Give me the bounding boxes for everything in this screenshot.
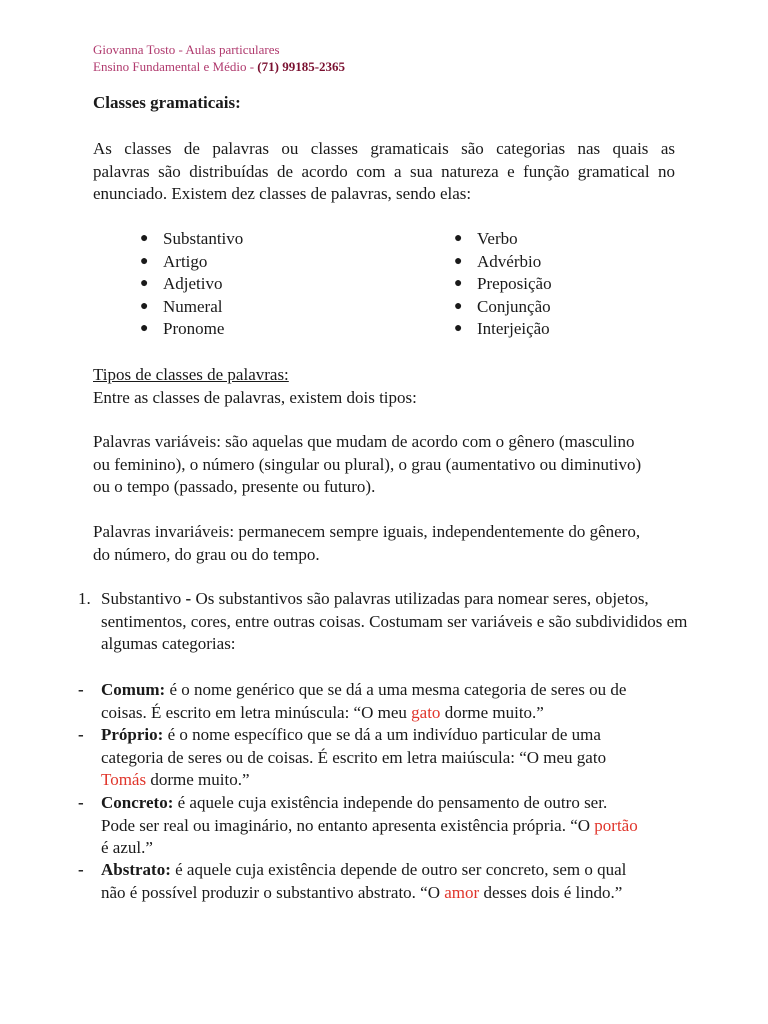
- variable-words-paragraph: Palavras variáveis: são aquelas que mudam de acordo com o gênero (masculino ou feminino), o número (singular ou plural), o grau (aumentativo ou diminutivo) ou o tempo (passado, presente ou futuro).: [93, 432, 642, 496]
- bullet-icon: ●: [454, 298, 463, 314]
- classes-list-left: [140, 228, 244, 341]
- term: Comum:: [101, 680, 166, 699]
- list-item: ● Numeral: [163, 296, 243, 319]
- list-item: ● Adjetivo: [163, 273, 243, 296]
- list-item: ● Interjeição: [477, 318, 552, 341]
- list-item: ● Artigo: [163, 251, 243, 274]
- page-title: Classes gramaticais:: [93, 93, 241, 112]
- page-header: [93, 41, 345, 75]
- list-item: ● Conjunção: [477, 296, 552, 319]
- classes-list-right: [454, 228, 552, 341]
- bullet-icon: ●: [140, 321, 149, 336]
- header-phone: (71) 99185-2365: [257, 59, 346, 74]
- section-title-types: Tipos de classes de palavras:: [93, 365, 289, 384]
- bullet-icon: ●: [140, 231, 149, 246]
- list-number: 1.: [78, 589, 91, 608]
- header-line-1: Giovanna Tosto - Aulas particulares: [93, 42, 280, 57]
- bullet-icon: ●: [140, 276, 149, 291]
- bullet-icon: ●: [454, 276, 463, 291]
- bullet-icon: ●: [140, 253, 149, 269]
- term: Abstrato:: [101, 860, 171, 879]
- term: Próprio:: [101, 725, 164, 744]
- bullet-icon: ●: [454, 321, 463, 336]
- example-word: Tomás: [101, 770, 147, 789]
- intro-line: palavras são distribuídas de acordo com a sua natureza e função gramatical no: [93, 161, 675, 181]
- list-item: ● Substantivo: [163, 228, 243, 251]
- example-word: amor: [444, 882, 480, 902]
- bullet-icon: ●: [454, 253, 463, 269]
- header-line-2: [93, 58, 345, 75]
- intro-line: As classes de palavras ou classes gramaticais são categorias nas quais as: [93, 139, 675, 158]
- dash-icon: -: [78, 725, 84, 744]
- example-word: portão: [594, 815, 638, 835]
- types-intro: Entre as classes de palavras, existem dois tipos:: [93, 388, 417, 407]
- term: Concreto:: [101, 793, 174, 812]
- invariable-words-paragraph: Palavras invariáveis: permanecem sempre iguais, independentemente do gênero, do número, do grau ou do tempo.: [93, 522, 641, 564]
- document-page: Giovanna Tosto - Aulas particulares Ensino Fundamental e Médio - (71) 99185-2365 Classes gramaticais: As classes de palavras ou classes gramaticais são categorias nas quais as palavras são distribuídas de acordo com a sua natureza e função gramatical no enunciado. Existem dez classes de palavras, sendo elas: ● Substantivo ● Artigo ● Adjetivo ● Numeral ● Pronome ● Verbo ● Advérbio ● Preposição ● Conjunção ● Interjeição Tipos de classes de palavras: Entre as classes de palavras, existem dois tipos: Palavras variáveis: são aquelas que mudam de acordo com o gênero (masculino ou feminino), o número (singular ou plural), o grau (aumentativo ou diminutivo) ou o tempo (passado, presente ou futuro). Palavras invariáveis: permanecem sempre iguais, independentemente do gênero, do número, do grau ou do tempo. 1. Substantivo - Os substantivos são palavras utilizadas para nomear seres, objetos, sentimentos, cores, entre outras coisas. Costumam ser variáveis e são subdivididos em algumas categorias: - Comum: é o nome genérico que se dá a uma mesma categoria de seres ou de coisas. É escrito em letra minúscula: “O meu gato dorme muito.” - Próprio: é o nome específico que se dá a um indivíduo particular de uma categoria de seres ou de coisas. É escrito em letra maiúscula: “O meu gato Tomás dorme muito.” - Concreto: é aquele cuja existência independe do pensamento de outro ser. Pode ser real ou imaginário, no entanto apresenta existência própria. “O portão é azul.” - Abstrato: é aquele cuja existência depende de outro ser concreto, sem o qual não é possível produzir o substantivo abstrato. “O amor desses dois é lindo.”: [0, 0, 768, 1024]
- example-word: gato: [411, 702, 441, 722]
- list-item: ● Verbo: [477, 228, 552, 251]
- bullet-icon: ●: [140, 298, 149, 314]
- header-level: Ensino Fundamental e Médio -: [93, 59, 258, 74]
- intro-line: enunciado. Existem dez classes de palavras, sendo elas:: [93, 184, 472, 203]
- list-item: ● Pronome: [163, 318, 243, 341]
- bullet-icon: ●: [454, 231, 463, 246]
- dash-icon: -: [78, 860, 84, 879]
- list-item: ● Preposição: [477, 273, 552, 296]
- dash-icon: -: [78, 793, 84, 812]
- list-item: ● Advérbio: [477, 251, 552, 274]
- dash-icon: -: [78, 680, 84, 699]
- intro-paragraph: [93, 138, 675, 206]
